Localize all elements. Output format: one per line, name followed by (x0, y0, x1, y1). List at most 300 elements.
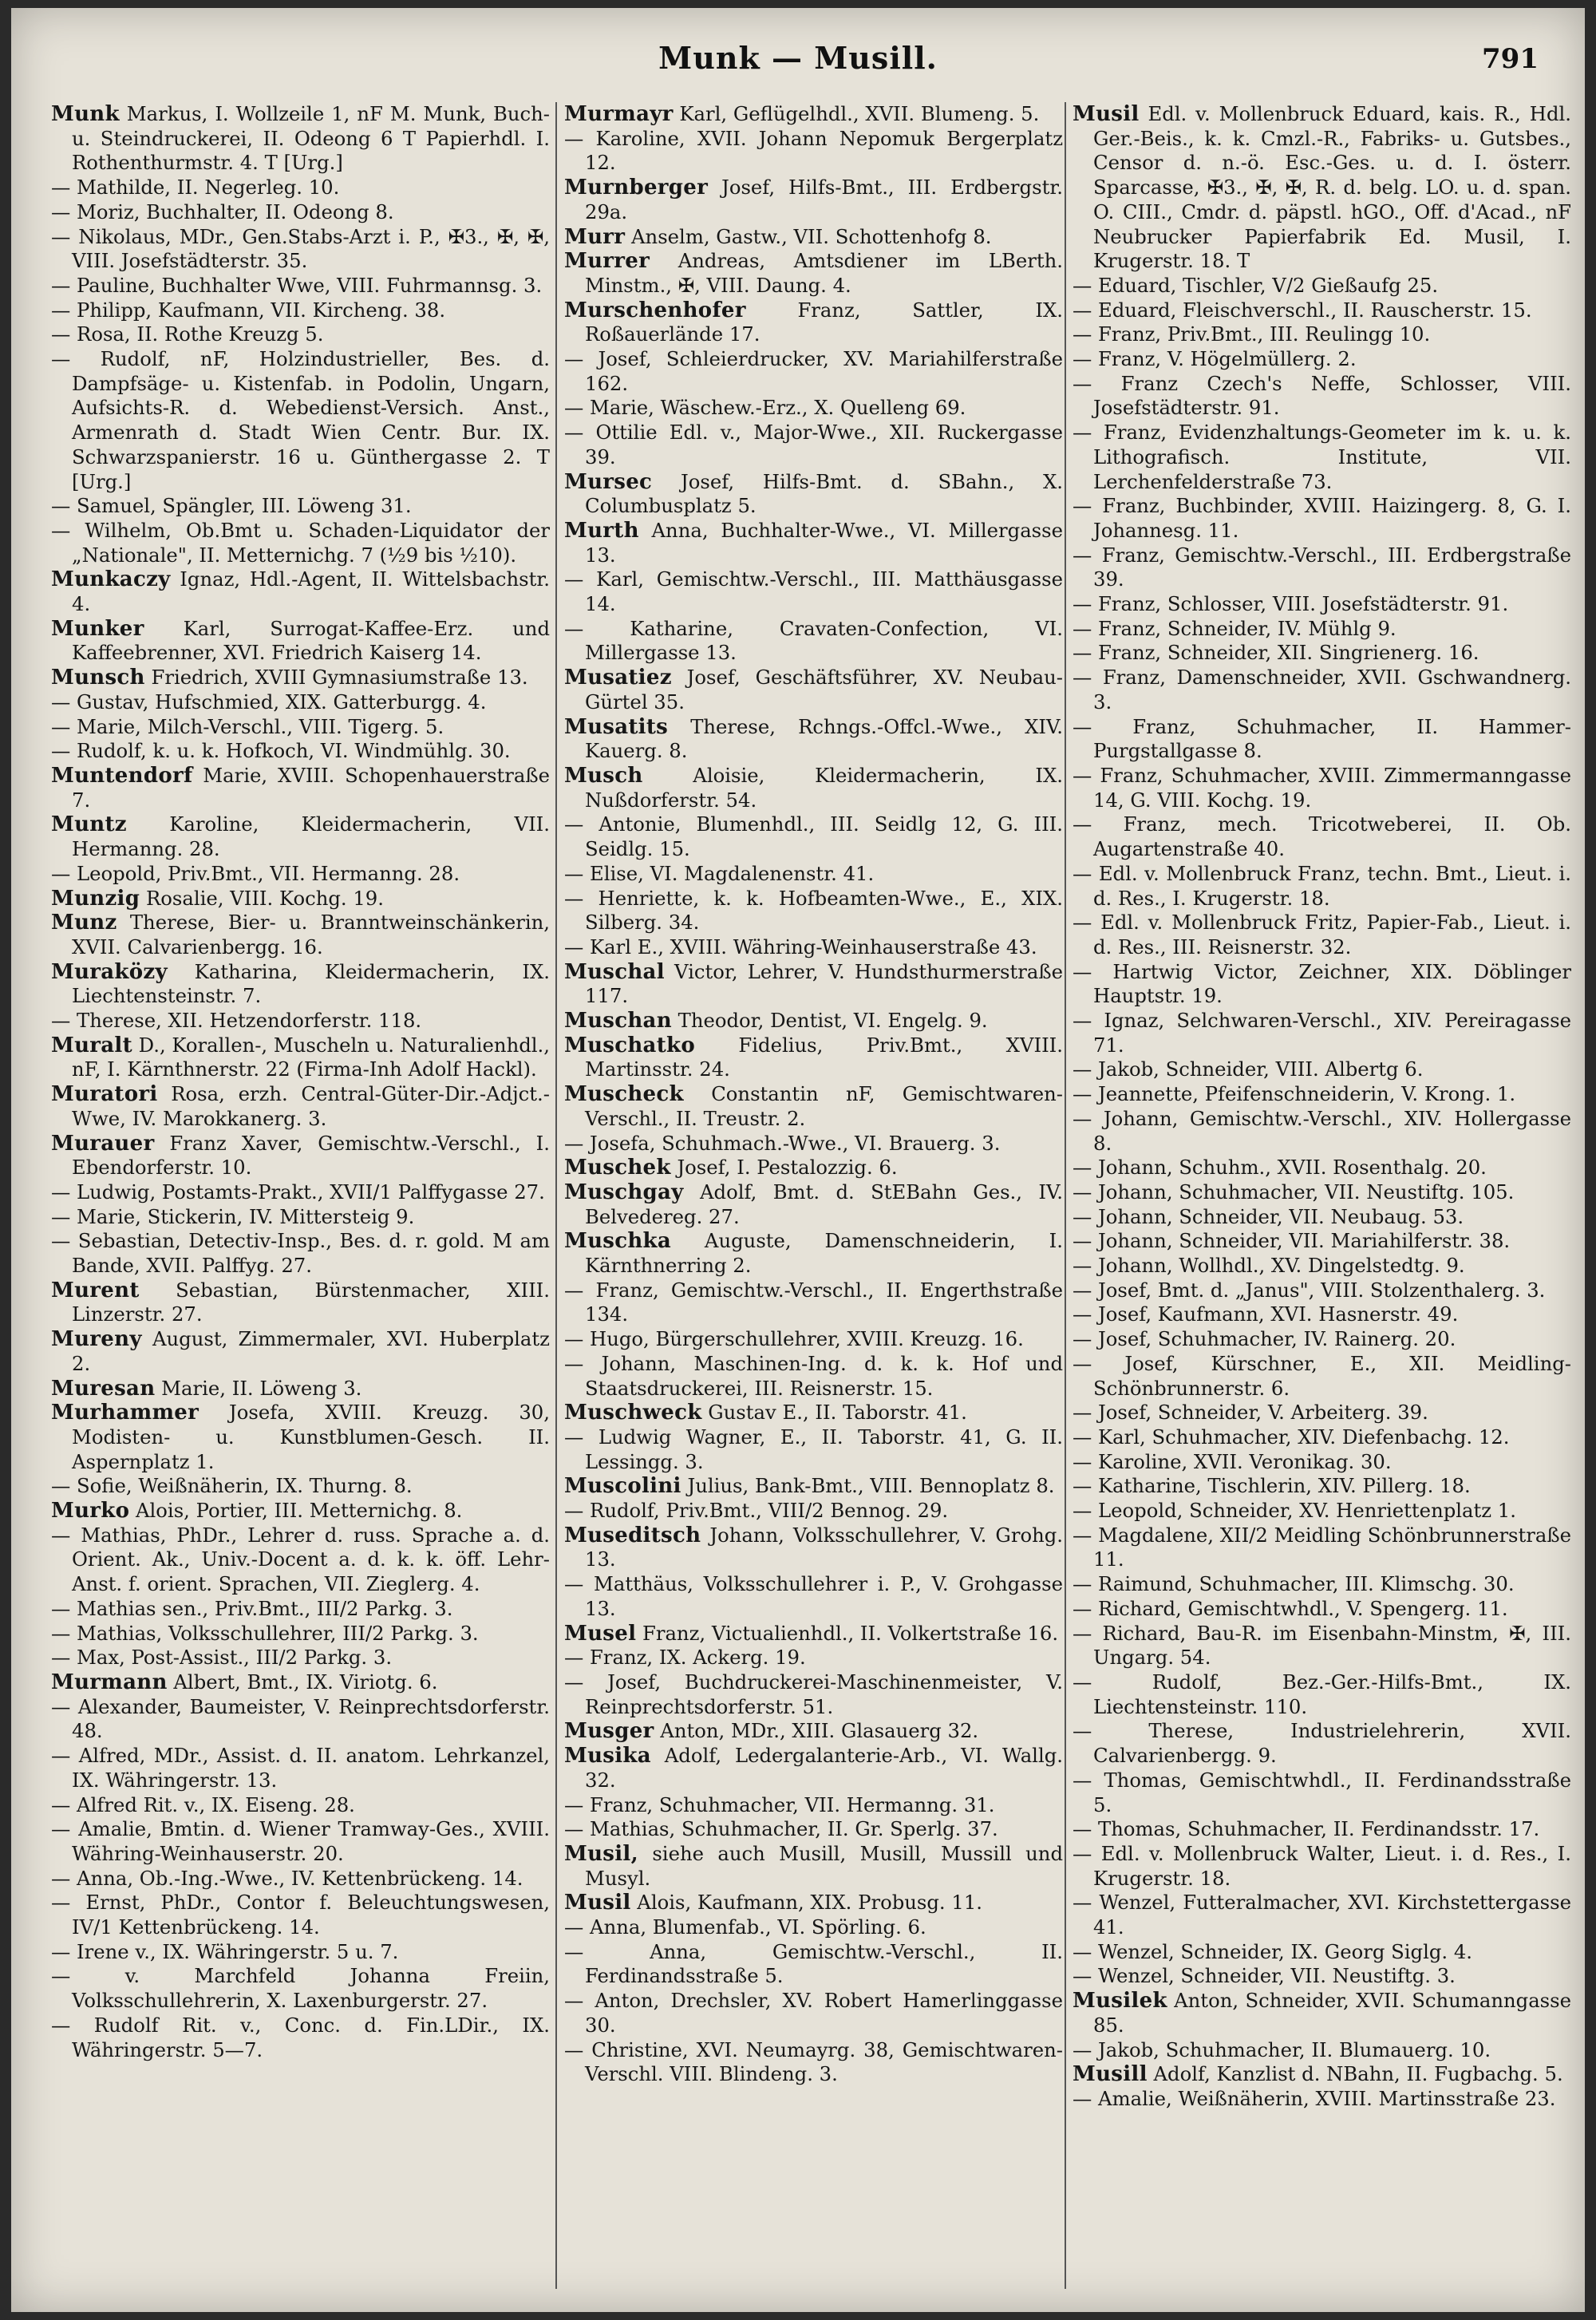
directory-entry (564, 225, 1063, 250)
entry-surname: Murnberger (564, 176, 709, 200)
entry-text: Andreas, Amtsdiener im LBerth. Minstm., ✠, VIII. Daung. 4. (585, 249, 1063, 297)
directory-entry (51, 1229, 550, 1278)
entry-surname: Murhammer (51, 1401, 200, 1425)
directory-entry (51, 1474, 550, 1499)
entry-text: — Josef, Kürschner, E., XII. Meidling-Schönbrunnerstr. 6. (1073, 1351, 1571, 1400)
directory-entry (51, 887, 550, 911)
directory-entry (51, 1793, 550, 1818)
entry-text: Franz, Sattler, IX. Roßauerlände 17. (585, 298, 1063, 346)
entry-surname: Muratori (51, 1082, 158, 1107)
entry-surname: Mursec (564, 469, 653, 494)
entry-text: Josef, Hilfs-Bmt., III. Erdbergstr. 29a. (585, 176, 1063, 223)
entry-text: — Philipp, Kaufmann, VII. Kircheng. 38. (51, 298, 446, 322)
directory-entry (1073, 1940, 1571, 1965)
directory-entry (564, 1842, 1063, 1891)
directory-entry (564, 666, 1063, 714)
entry-text: — Katharine, Tischlerin, XIV. Pillerg. 18. (1073, 1474, 1471, 1498)
entry-text: Katharina, Kleidermacherin, IX. Liechtensteinstr. 7. (72, 959, 550, 1008)
directory-entry (564, 812, 1063, 861)
directory-entry (51, 102, 550, 176)
entry-text: — Franz, Schuhmacher, VII. Hermanng. 31. (564, 1792, 995, 1816)
directory-entry (51, 862, 550, 887)
entry-text: — Franz, Schuhmacher, XVIII. Zimmermanngasse 14, G. VIII. Kochg. 19. (1073, 763, 1571, 812)
entry-text: Theodor, Dentist, VI. Engelg. 9. (671, 1009, 988, 1033)
directory-entry (564, 1156, 1063, 1180)
entry-text: D., Korallen-, Muscheln u. Naturalienhdl., nF, I. Kärnthnerstr. 22 (Firma-Inh Adolf Hackl). (72, 1033, 550, 1081)
entry-text: — Franz, Damenschneider, XVII. Gschwandnerg. 3. (1073, 666, 1571, 713)
entry-text: — Franz, Buchbinder, XVIII. Haizingerg. 8, G. I. Johannesg. 11. (1073, 494, 1571, 542)
page-header (11, 40, 1585, 96)
directory-entry (1073, 715, 1571, 764)
directory-entry (51, 1524, 550, 1597)
entry-text: — Magdalene, XII/2 Meidling Schönbrunnerstraße 11. (1073, 1523, 1571, 1571)
entry-surname: Murschenhofer (564, 298, 746, 322)
directory-entry (51, 1034, 550, 1082)
directory-entry (1073, 1670, 1571, 1719)
entry-surname: Muschatko (564, 1033, 695, 1057)
entry-text: — Johann, Schuhmacher, VII. Neustiftg. 105. (1073, 1180, 1515, 1203)
directory-entry (51, 1180, 550, 1205)
directory-entry (1073, 1254, 1571, 1279)
entry-text: — Ottilie Edl. v., Major-Wwe., XII. Ruckergasse 39. (564, 421, 1063, 468)
entry-text: — Franz, Gemischtw.-Verschl., II. Engerthstraße 134. (564, 1278, 1063, 1326)
entry-text: Karl, Surrogat-Kaffee-Erz. und Kaffeebrenner, XVI. Friedrich Kaiserg 14. (72, 616, 550, 665)
directory-entry (1073, 1279, 1571, 1303)
entry-text: — Franz, Schneider, XII. Singrienerg. 16. (1073, 641, 1479, 665)
entry-text: — Thomas, Gemischtwhdl., II. Ferdinandsstraße 5. (1073, 1768, 1571, 1816)
entry-text: — Edl. v. Mollenbruck Fritz, Papier-Fab., Lieut. i. d. Res., III. Reisnerstr. 32. (1073, 911, 1571, 958)
directory-entry (564, 1401, 1063, 1425)
directory-entry (1073, 1989, 1571, 2037)
entry-text: — Johann, Schneider, VII. Mariahilferstr. 38. (1073, 1229, 1511, 1253)
entry-text: Ignaz, Hdl.-Agent, II. Wittelsbachstr. 4. (72, 567, 550, 616)
entry-text: — Karoline, XVII. Veronikag. 30. (1073, 1449, 1392, 1473)
directory-entry (51, 1009, 550, 1034)
directory-entry (51, 1670, 550, 1695)
directory-entry (51, 1940, 550, 1965)
entry-text: — Alfred Rit. v., IX. Eiseng. 28. (51, 1792, 355, 1816)
entry-text: Josef, Hilfs-Bmt. d. SBahn., X. Columbusplatz 5. (585, 469, 1063, 518)
entry-surname: Murrer (564, 249, 650, 274)
directory-entry (564, 1034, 1063, 1082)
directory-entry (1073, 2087, 1571, 2112)
directory-entry (564, 347, 1063, 396)
entry-text: — Richard, Bau-R. im Eisenbahn-Minstm, ✠, III. Ungarg. 54. (1073, 1621, 1571, 1670)
directory-entry (564, 2038, 1063, 2087)
entry-text: Auguste, Damenschneiderin, I. Kärnthnerring 2. (585, 1229, 1063, 1278)
directory-entry (51, 690, 550, 715)
directory-entry (51, 225, 550, 274)
directory-entry (51, 1205, 550, 1230)
directory-entry (564, 1425, 1063, 1474)
entry-text: — Franz, Priv.Bmt., III. Reulingg 10. (1073, 322, 1431, 346)
entry-text: — v. Marchfeld Johanna Freiin, Volksschullehrerin, X. Laxenburgerstr. 27. (51, 1964, 550, 2013)
directory-entry (51, 764, 550, 812)
entry-text: — Hartwig Victor, Zeichner, XIX. Döblinger Hauptstr. 19. (1073, 959, 1571, 1008)
entry-text: — Franz, IX. Ackerg. 19. (564, 1646, 806, 1670)
entry-text: Josef, Geschäftsführer, XV. Neubau-Gürtel 35. (585, 666, 1063, 713)
directory-entry (51, 1695, 550, 1744)
entry-text: — Anton, Drechsler, XV. Robert Hamerlinggasse 30. (564, 1989, 1063, 2037)
entry-surname: Muscheck (564, 1082, 684, 1107)
entry-text: — Josef, Buchdruckerei-Maschinenmeister, V. Reinprechtsdorferstr. 51. (564, 1670, 1063, 1718)
entry-text: — Therese, XII. Hetzendorferstr. 118. (51, 1009, 422, 1033)
directory-entry (1073, 641, 1571, 666)
entry-text: Rosalie, VIII. Kochg. 19. (140, 886, 384, 910)
entry-surname: Musika (564, 1744, 651, 1769)
entry-text: — Moriz, Buchhalter, II. Odeong 8. (51, 200, 394, 223)
entry-surname: Museditsch (564, 1523, 701, 1547)
entry-text: — Rudolf, nF, Holzindustrieller, Bes. d. Dampfsäge- u. Kistenfab. in Podolin, Ungarn, Aufsichts-R. d. Webedienst-Versich. Anst., Armenrath d. Stadt Wien Centr. Bur. IX. Schwarzspanierstr. 16 u. Günthergasse 2. T [Urg.] (51, 347, 550, 493)
entry-surname: Murmann (51, 1670, 168, 1694)
entry-text: — Franz, V. Högelmüllerg. 2. (1073, 347, 1357, 371)
directory-entry (564, 396, 1063, 421)
directory-entry (1073, 1401, 1571, 1425)
entry-text: — Marie, Milch-Verschl., VIII. Tigerg. 5. (51, 714, 444, 738)
directory-entry (1073, 1499, 1571, 1524)
entry-text: Victor, Lehrer, V. Hundsthurmerstraße 117. (585, 959, 1063, 1008)
entry-surname: Musil (1073, 102, 1140, 126)
entry-text: Therese, Bier- u. Branntweinschänkerin, XVII. Calvarienbergg. 16. (72, 911, 550, 958)
directory-entry (51, 1327, 550, 1376)
entry-text: — Wenzel, Futteralmacher, XVI. Kirchstettergasse 41. (1073, 1891, 1571, 1939)
directory-entry (564, 1940, 1063, 1989)
directory-entry (1073, 1082, 1571, 1107)
entry-text: — Elise, VI. Magdalenenstr. 41. (564, 861, 875, 885)
column-divider (1065, 102, 1066, 2289)
entry-text: — Jeannette, Pfeifenschneiderin, V. Krong. 1. (1073, 1082, 1516, 1106)
directory-entry (1073, 1572, 1571, 1597)
directory-entry (564, 887, 1063, 935)
entry-text: Alois, Kaufmann, XIX. Probusg. 11. (630, 1891, 983, 1915)
entry-text: Anna, Buchhalter-Wwe., VI. Millergasse 13. (585, 518, 1063, 567)
directory-entry (51, 176, 550, 200)
directory-entry (1073, 1842, 1571, 1891)
entry-text: — Raimund, Schuhmacher, III. Klimschg. 30. (1073, 1572, 1515, 1596)
directory-entry (1073, 1769, 1571, 1817)
directory-entry (564, 421, 1063, 469)
directory-entry (51, 200, 550, 225)
entry-text: — Anna, Ob.-Ing.-Wwe., IV. Kettenbrückeng. 14. (51, 1866, 523, 1890)
entry-text: Constantin nF, Gemischtwaren-Verschl., II. Treustr. 2. (585, 1082, 1063, 1130)
directory-entry (564, 935, 1063, 960)
directory-entry (1073, 1327, 1571, 1352)
entry-text: — Mathias, Schuhmacher, II. Gr. Sperlg. 37. (564, 1817, 998, 1841)
entry-text: — Johann, Schneider, VII. Neubaug. 53. (1073, 1204, 1464, 1228)
directory-entry (1073, 1352, 1571, 1401)
directory-entry (564, 715, 1063, 764)
entry-text: — Josef, Kaufmann, XVI. Hasnerstr. 49. (1073, 1302, 1459, 1326)
directory-entry (564, 1719, 1063, 1744)
entry-text: — Edl. v. Mollenbruck Franz, techn. Bmt., Lieut. i. d. Res., I. Krugerstr. 18. (1073, 861, 1571, 910)
entry-text: — Henriette, k. k. Hofbeamten-Wwe., E., XIX. Silberg. 34. (564, 886, 1063, 935)
directory-entry (564, 1622, 1063, 1646)
directory-entry (1073, 1817, 1571, 1842)
directory-entry (1073, 1524, 1571, 1572)
directory-entry (51, 1279, 550, 1327)
directory-entry (1073, 1450, 1571, 1475)
directory-entry (564, 1817, 1063, 1842)
entry-text: August, Zimmermaler, XVI. Huberplatz 2. (72, 1327, 550, 1375)
page-number: 791 (1482, 43, 1539, 75)
directory-entry (564, 1132, 1063, 1156)
directory-entry (51, 1817, 550, 1866)
entry-surname: Muschka (564, 1229, 672, 1254)
directory-entry (1073, 543, 1571, 592)
directory-entry (1073, 1057, 1571, 1082)
entry-text: — Rudolf, Priv.Bmt., VIII/2 Bennog. 29. (564, 1499, 949, 1523)
directory-entry (51, 274, 550, 298)
entry-text: — Wenzel, Schneider, IX. Georg Siglg. 4. (1073, 1939, 1473, 1963)
entry-text: — Karoline, XVII. Johann Nepomuk Bergerplatz 12. (564, 126, 1063, 175)
directory-entry (1073, 1891, 1571, 1939)
entry-surname: Musel (564, 1621, 637, 1646)
entry-surname: Musger (564, 1719, 654, 1744)
directory-entry (1073, 1107, 1571, 1156)
directory-entry (51, 617, 550, 666)
directory-entry (1073, 347, 1571, 372)
entry-surname: Musil (564, 1891, 631, 1915)
entry-text: Anton, MDr., XIII. Glasauerg 32. (654, 1719, 979, 1743)
directory-entry (1073, 1474, 1571, 1499)
directory-entry (51, 911, 550, 959)
directory-entry (564, 764, 1063, 812)
directory-entry (1073, 617, 1571, 642)
entry-text: — Ernst, PhDr., Contor f. Beleuchtungswesen, IV/1 Kettenbrückeng. 14. (51, 1891, 550, 1939)
entry-text: Julius, Bank-Bmt., VIII. Bennoplatz 8. (681, 1474, 1055, 1498)
entry-text: — Pauline, Buchhalter Wwe, VIII. Fuhrmannsg. 3. (51, 273, 543, 297)
entry-surname: Muschgay (564, 1180, 684, 1204)
directory-entry (564, 567, 1063, 616)
entry-text: — Johann, Maschinen-Ing. d. k. k. Hof und Staatsdruckerei, III. Reisnerstr. 15. (564, 1351, 1063, 1400)
entry-surname: Musil, (564, 1841, 638, 1866)
entry-text: Therese, Rchngs.-Offcl.-Wwe., XIV. Kauerg. 8. (585, 714, 1063, 763)
entry-text: — Josef, Bmt. d. „Janus", VIII. Stolzenthalerg. 3. (1073, 1278, 1546, 1302)
entry-text: — Franz, Schneider, IV. Mühlg 9. (1073, 616, 1396, 640)
entry-text: — Ignaz, Selchwaren-Verschl., XIV. Pereiragasse 71. (1073, 1009, 1571, 1057)
entry-text: — Samuel, Spängler, III. Löweng 31. (51, 494, 412, 518)
directory-entry (1073, 494, 1571, 543)
directory-entry (564, 102, 1063, 127)
directory-entry (1073, 1180, 1571, 1205)
directory-entry (564, 1793, 1063, 1818)
entry-text: — Josef, Schleierdrucker, XV. Mariahilferstraße 162. (564, 347, 1063, 395)
directory-entry (564, 249, 1063, 298)
entry-surname: Murent (51, 1278, 140, 1302)
entry-text: — Ludwig Wagner, E., II. Taborstr. 41, G. II. Lessingg. 3. (564, 1425, 1063, 1473)
directory-entry (51, 494, 550, 519)
entry-text: — Therese, Industrielehrerin, XVII. Calvarienbergg. 9. (1073, 1719, 1571, 1768)
directory-entry (51, 2014, 550, 2062)
entry-text: — Josefa, Schuhmach.-Wwe., VI. Brauerg. 3. (564, 1131, 1001, 1155)
column-left (51, 102, 550, 2289)
entry-text: — Edl. v. Mollenbruck Walter, Lieut. i. d. Res., I. Krugerstr. 18. (1073, 1841, 1571, 1890)
directory-entry (564, 1989, 1063, 2037)
directory-entry (564, 1082, 1063, 1131)
entry-text: — Franz, Gemischtw.-Verschl., III. Erdbergstraße 39. (1073, 543, 1571, 591)
directory-entry (51, 1867, 550, 1891)
entry-text: — Eduard, Fleischverschl., II. Rauscherstr. 15. (1073, 298, 1532, 322)
directory-entry (1073, 1622, 1571, 1670)
entry-text: Adolf, Ledergalanterie-Arb., VI. Wallg. 32. (585, 1744, 1063, 1792)
entry-text: — Johann, Gemischtw.-Verschl., XIV. Hollergasse 8. (1073, 1106, 1571, 1155)
entry-text: Johann, Volksschullehrer, V. Grohg. 13. (585, 1523, 1063, 1571)
directory-entry (1073, 1719, 1571, 1768)
directory-entry (51, 1744, 550, 1792)
directory-entry (564, 298, 1063, 347)
directory-entry (1073, 862, 1571, 911)
directory-entry (51, 1082, 550, 1131)
entry-text: — Rudolf, k. u. k. Hofkoch, VI. Windmühlg. 30. (51, 739, 511, 763)
directory-entry (1073, 764, 1571, 812)
entry-text: Marie, XVIII. Schopenhauerstraße 7. (72, 763, 550, 812)
entry-text: — Josef, Schuhmacher, IV. Rainerg. 20. (1073, 1327, 1456, 1351)
entry-text: — Irene v., IX. Währingerstr. 5 u. 7. (51, 1939, 399, 1963)
directory-entry (51, 1597, 550, 1622)
running-head: Munk — Musill. (658, 40, 938, 76)
entry-text: — Richard, Gemischtwhdl., V. Spengerg. 11. (1073, 1596, 1508, 1620)
entry-text: — Franz, Schuhmacher, II. Hammer-Purgstallgasse 8. (1073, 714, 1571, 763)
directory-entry (564, 1009, 1063, 1034)
entry-text: — Matthäus, Volksschullehrer i. P., V. Grohgasse 13. (564, 1572, 1063, 1620)
entry-text: — Leopold, Priv.Bmt., VII. Hermanng. 28. (51, 861, 460, 885)
entry-text: — Thomas, Schuhmacher, II. Ferdinandsstr. 17. (1073, 1817, 1540, 1841)
entry-text: Aloisie, Kleidermacherin, IX. Nußdorferstr. 54. (585, 763, 1063, 812)
directory-entry (51, 322, 550, 347)
entry-surname: Musill (1073, 2062, 1148, 2087)
directory-entry (1073, 372, 1571, 421)
directory-entry (1073, 1156, 1571, 1180)
entry-text: Edl. v. Mollenbruck Eduard, kais. R., Hdl. Ger.-Beis., k. k. Cmzl.-R., Fabriks- u. Gutsbes., Censor d. n.-ö. Esc.-Ges. u. d. I. österr. Sparcasse, ✠3., ✠, ✠, R. d. belg. LO. u. d. span. O. CIII., Cmdr. d. päpstl. hGO., Off. d'Acad., nF Neubrucker Papierfabrik Ed. Musil, I. Krugerstr. 18. T (1093, 102, 1571, 273)
entry-text: Albert, Bmt., IX. Viriotg. 6. (167, 1670, 438, 1694)
entry-text: — Nikolaus, MDr., Gen.Stabs-Arzt i. P., ✠3., ✠, ✠, VIII. Josefstädterstr. 35. (51, 224, 550, 273)
entry-text: Marie, II. Löweng 3. (155, 1376, 362, 1400)
entry-text: — Amalie, Bmtin. d. Wiener Tramway-Ges., XVIII. Währing-Weinhauserstr. 20. (51, 1817, 550, 1865)
entry-text: Fidelius, Priv.Bmt., XVIII. Martinsstr. 24. (585, 1033, 1063, 1081)
entry-surname: Musch (564, 763, 643, 788)
entry-text: — Johann, Wollhdl., XV. Dingelstedtg. 9. (1073, 1254, 1465, 1278)
entry-text: — Johann, Schuhm., XVII. Rosenthalg. 20. (1073, 1156, 1487, 1180)
entry-surname: Musatits (564, 714, 669, 739)
entry-text: — Sofie, Weißnäherin, IX. Thurng. 8. (51, 1474, 413, 1498)
directory-entry (51, 567, 550, 616)
directory-entry (51, 1622, 550, 1646)
entry-text: Franz, Victualienhdl., II. Volkertstraße 16. (636, 1621, 1059, 1645)
entry-text: — Jakob, Schuhmacher, II. Blumauerg. 10. (1073, 2037, 1491, 2061)
entry-surname: Muralt (51, 1033, 132, 1057)
directory-entry (564, 862, 1063, 887)
directory-entry (564, 1180, 1063, 1229)
directory-entry (564, 176, 1063, 224)
directory-entry (564, 519, 1063, 567)
directory-entry (51, 298, 550, 323)
directory-entry (51, 812, 550, 861)
directory-entry (51, 1891, 550, 1939)
entry-surname: Muschan (564, 1009, 672, 1034)
entry-text: — Anna, Blumenfab., VI. Spörling. 6. (564, 1915, 926, 1939)
entry-text: — Franz, Schlosser, VIII. Josefstädterstr. 91. (1073, 592, 1509, 616)
entry-surname: Muntz (51, 812, 127, 837)
entry-text: — Jakob, Schneider, VIII. Albertg 6. (1073, 1057, 1424, 1081)
entry-surname: Muscolini (564, 1474, 681, 1499)
directory-entry (51, 1132, 550, 1180)
entry-text: — Franz Czech's Neffe, Schlosser, VIII. Josefstädterstr. 91. (1073, 371, 1571, 420)
directory-entry (51, 1377, 550, 1401)
entry-surname: Munkaczy (51, 567, 171, 592)
entry-surname: Murth (564, 518, 639, 543)
entry-surname: Murmayr (564, 102, 674, 126)
entry-text: — Rudolf Rit. v., Conc. d. Fin.LDir., IX. Währingerstr. 5—7. (51, 2013, 550, 2061)
directory-entry (564, 1891, 1063, 1915)
entry-text: — Mathilde, II. Negerleg. 10. (51, 176, 340, 200)
entry-text: — Antonie, Blumenhdl., III. Seidlg 12, G. III. Seidlg. 15. (564, 812, 1063, 861)
directory-entry (1073, 2062, 1571, 2087)
directory-entry (564, 1229, 1063, 1278)
directory-entry (51, 519, 550, 567)
directory-entry (51, 1499, 550, 1524)
entry-text: Franz Xaver, Gemischtw.-Verschl., I. Ebendorferstr. 10. (72, 1131, 550, 1180)
entry-text: — Sebastian, Detectiv-Insp., Bes. d. r. gold. M am Bande, XVII. Palffyg. 27. (51, 1229, 550, 1278)
entry-surname: Munker (51, 616, 144, 641)
entry-text: Karl, Geflügelhdl., XVII. Blumeng. 5. (673, 102, 1040, 125)
entry-text: — Hugo, Bürgerschullehrer, XVIII. Kreuzg. 16. (564, 1327, 1024, 1351)
entry-surname: Musilek (1073, 1989, 1167, 2014)
directory-entry (1073, 911, 1571, 959)
entry-text: — Amalie, Weißnäherin, XVIII. Martinsstraße 23. (1073, 2086, 1556, 2110)
directory-entry (564, 1279, 1063, 1327)
entry-surname: Muschal (564, 959, 665, 984)
directory-entry (1073, 1964, 1571, 1989)
directory-entry (1073, 1229, 1571, 1254)
entry-surname: Munzig (51, 886, 140, 911)
directory-entry (1073, 421, 1571, 494)
directory-entry (51, 1401, 550, 1474)
directory-entry (51, 666, 550, 690)
directory-entry (1073, 1009, 1571, 1057)
entry-surname: Munsch (51, 666, 145, 690)
directory-entry (51, 1646, 550, 1670)
entry-text: — Eduard, Tischler, V/2 Gießaufg 25. (1073, 273, 1439, 297)
directory-entry (1073, 592, 1571, 617)
entry-text: — Marie, Stickerin, IV. Mittersteig 9. (51, 1204, 415, 1228)
directory-entry (564, 470, 1063, 519)
directory-entry (51, 347, 550, 494)
entry-text: siehe auch Musill, Musill, Mussill und Musyl. (585, 1841, 1063, 1890)
entry-text: — Karl, Gemischtw.-Verschl., III. Matthäusgasse 14. (564, 567, 1063, 616)
entry-text: — Josef, Schneider, V. Arbeiterg. 39. (1073, 1401, 1428, 1425)
column-right (1073, 102, 1571, 2289)
entry-text: — Franz, mech. Tricotweberei, II. Ob. Augartenstraße 40. (1073, 812, 1571, 861)
entry-text: Josef, I. Pestalozzig. 6. (670, 1156, 898, 1180)
directory-entry (1073, 322, 1571, 347)
entry-text: — Mathias, Volksschullehrer, III/2 Parkg. 3. (51, 1621, 479, 1645)
directory-entry (564, 1572, 1063, 1621)
directory-entry (564, 1670, 1063, 1719)
entry-text: — Rudolf, Bez.-Ger.-Hilfs-Bmt., IX. Liechtensteinstr. 110. (1073, 1670, 1571, 1718)
entry-text: — Mathias sen., Priv.Bmt., III/2 Parkg. 3. (51, 1596, 453, 1620)
directory-entry (1073, 298, 1571, 323)
entry-surname: Musatiez (564, 666, 672, 690)
directory-entry (564, 127, 1063, 176)
entry-text: Rosa, erzh. Central-Güter-Dir.-Adjct.-Wwe, IV. Marokkanerg. 3. (72, 1082, 550, 1130)
entry-surname: Murauer (51, 1131, 155, 1156)
entry-surname: Muschweck (564, 1401, 702, 1425)
directory-entry (564, 1327, 1063, 1352)
entry-text: Josefa, XVIII. Kreuzg. 30, Modisten- u. Kunstblumen-Gesch. II. Aspernplatz 1. (72, 1401, 550, 1473)
directory-entry (1073, 1425, 1571, 1450)
entry-text: — Wilhelm, Ob.Bmt u. Schaden-Liquidator der „Nationale", II. Metternichg. 7 (½9 bis ½10). (51, 518, 550, 567)
directory-entry (1073, 812, 1571, 861)
